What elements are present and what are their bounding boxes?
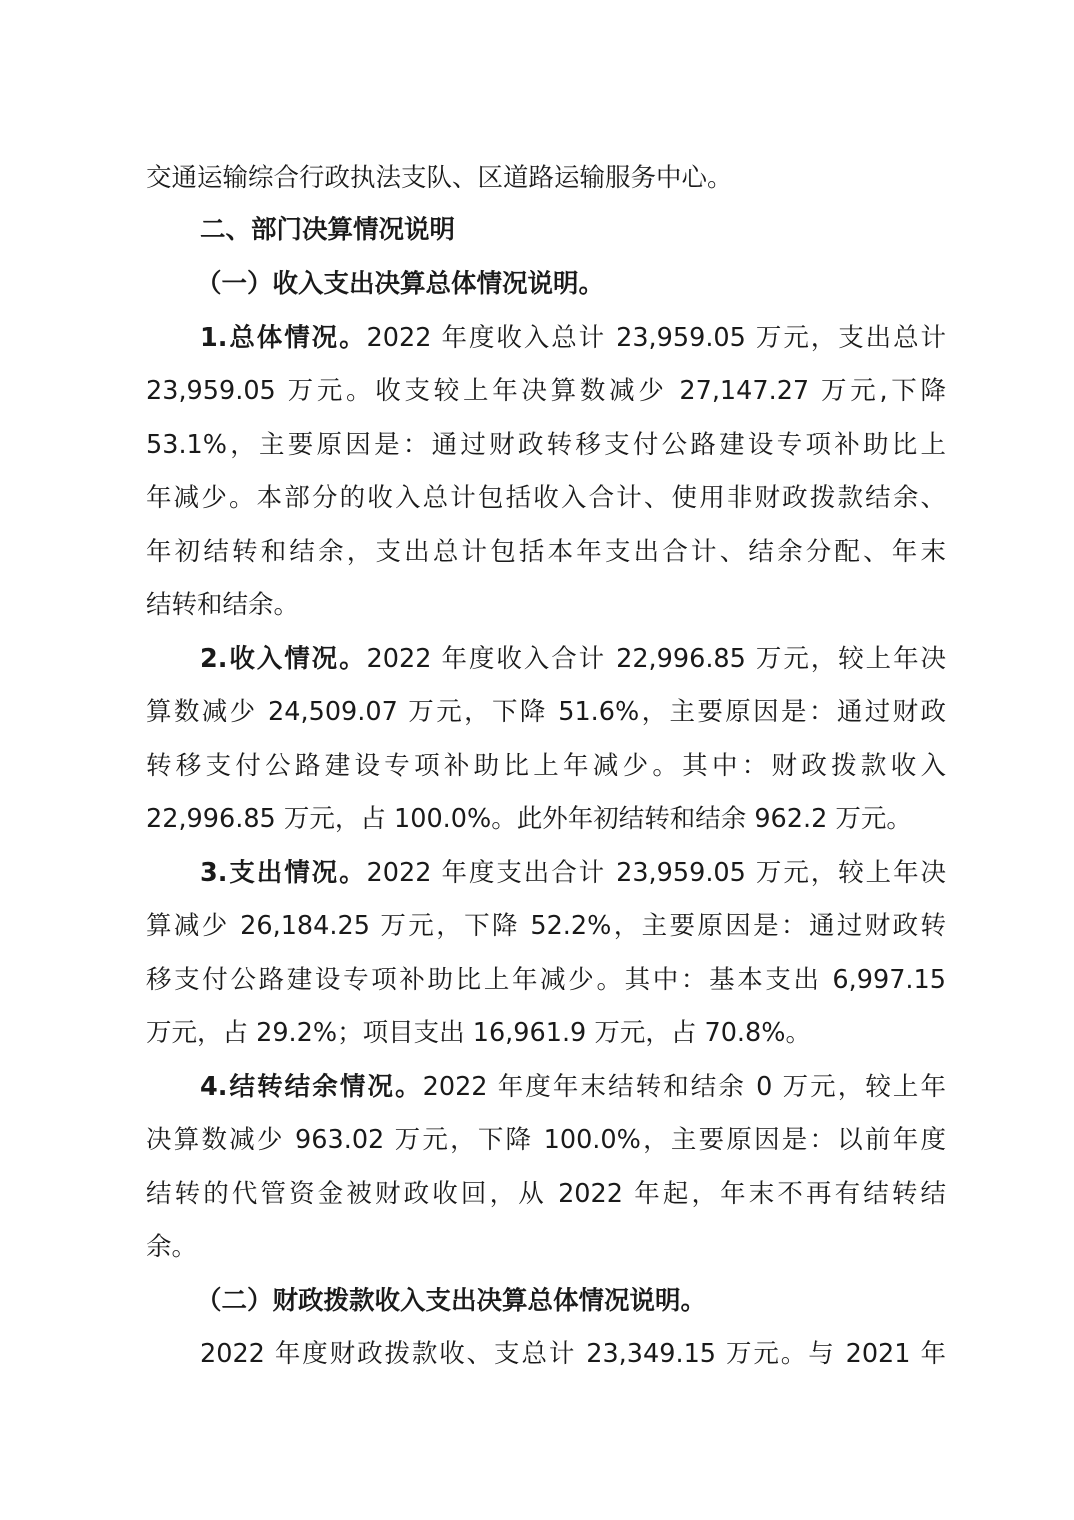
paragraph-line: 结转和结余。 — [146, 590, 300, 620]
paragraph-line: 算数减少 24,509.07 万元，下降 51.6%，主要原因是：通过财政 — [146, 697, 946, 727]
item-heading: 1.总体情况。 — [200, 323, 367, 353]
paragraph-line — [200, 318, 946, 358]
paragraph-line: 余。 — [146, 1232, 198, 1262]
paragraph-line: 23,959.05 万元。收支较上年决算数减少 27,147.27 万元,下降 — [146, 376, 946, 406]
paragraph-line: 53.1%，主要原因是：通过财政转移支付公路建设专项补助比上 — [146, 430, 946, 460]
paragraph-line — [200, 639, 946, 679]
item-heading: 4.结转结余情况。 — [200, 1072, 423, 1102]
paragraph-text: 2022 年度支出合计 23,959.05 万元，较上年决 — [366, 858, 946, 888]
section-heading: 二、部门决算情况说明 — [200, 215, 456, 245]
paragraph-line: 2022 年度财政拨款收、支总计 23,349.15 万元。与 2021 年 — [200, 1339, 946, 1369]
paragraph-line: 万元，占 29.2%；项目支出 16,961.9 万元，占 70.8%。 — [146, 1018, 811, 1048]
paragraph-line: 决算数减少 963.02 万元，下降 100.0%，主要原因是：以前年度 — [146, 1125, 946, 1155]
paragraph-line: 年初结转和结余，支出总计包括本年支出合计、结余分配、年末 — [146, 537, 946, 567]
paragraph-line: 转移支付公路建设专项补助比上年减少。其中：财政拨款收入 — [146, 751, 946, 781]
subsection-heading: （二）财政拨款收入支出决算总体情况说明。 — [196, 1286, 707, 1316]
paragraph-line — [200, 853, 946, 893]
paragraph-line: 算减少 26,184.25 万元，下降 52.2%，主要原因是：通过财政转 — [146, 911, 946, 941]
paragraph-line: 22,996.85 万元，占 100.0%。此外年初结转和结余 962.2 万元。 — [146, 804, 912, 834]
paragraph-text: 2022 年度收入总计 23,959.05 万元，支出总计 — [366, 323, 946, 353]
paragraph-line: 交通运输综合行政执法支队、区道路运输服务中心。 — [146, 163, 733, 193]
subsection-heading: （一）收入支出决算总体情况说明。 — [196, 269, 605, 299]
paragraph-text: 2022 年度收入合计 22,996.85 万元，较上年决 — [366, 644, 946, 674]
paragraph-line: 移支付公路建设专项补助比上年减少。其中：基本支出 6,997.15 — [146, 965, 946, 995]
item-heading: 2.收入情况。 — [200, 644, 367, 674]
paragraph-line: 年减少。本部分的收入总计包括收入合计、使用非财政拨款结余、 — [146, 483, 946, 513]
item-heading: 3.支出情况。 — [200, 858, 367, 888]
paragraph-line — [200, 1067, 946, 1107]
paragraph-line: 结转的代管资金被财政收回，从 2022 年起，年末不再有结转结 — [146, 1179, 946, 1209]
paragraph-text: 2022 年度年末结转和结余 0 万元，较上年 — [422, 1072, 947, 1102]
